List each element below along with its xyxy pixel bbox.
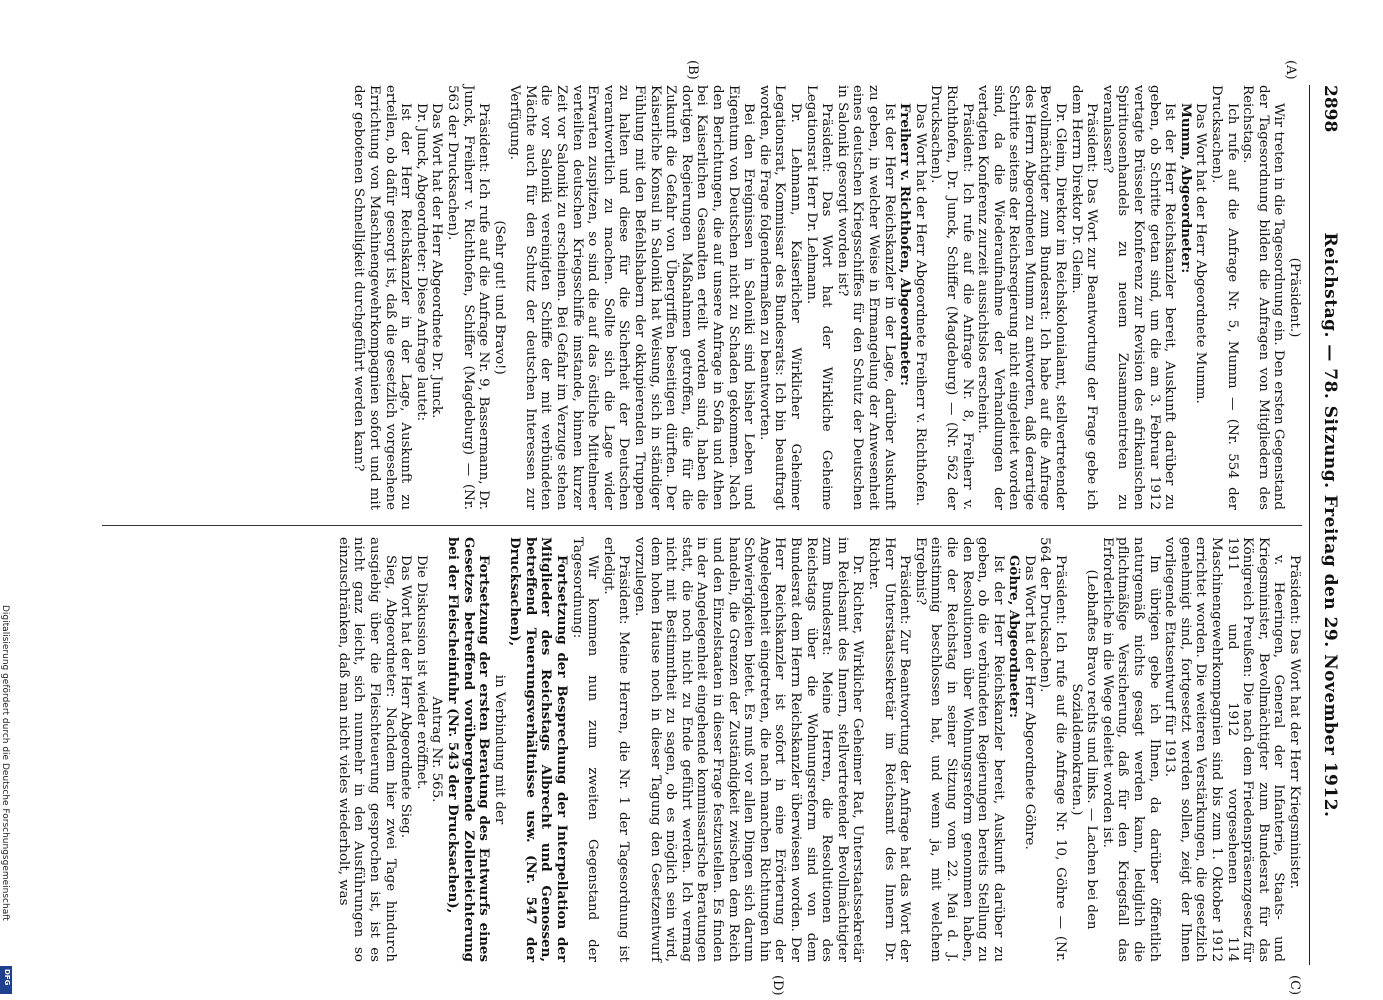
paragraph: Präsident: Meine Herren, die Nr. 1 der Tagesordnung ist erledigt. (600, 537, 632, 962)
paragraph: Das Wort hat der Herr Abgeordnete Mumm. (1193, 103, 1209, 404)
paragraph: Ich rufe auf die Anfrage Nr. 5, Mumm — (Nr. 554 der Drucksachen). (1209, 85, 1240, 510)
margin-marker-a: (A) (1283, 60, 1298, 80)
paragraph: Das Wort hat der Herr Abgeordnete Sieg. (398, 555, 414, 838)
header-rule (1309, 85, 1310, 965)
paragraph: Präsident: Ich rufe auf die Anfrage Nr. 8, Freiherr v. Richthofen, Dr. Junck, Schiffer (Magdeburg) — (Nr. 562 der Drucksachen). (928, 85, 975, 510)
paragraph: Im übrigen gebe ich Ihnen, da darüber öffentlich naturgemäß nichts gesagt werden kann, lediglich die pflichtmäßige Versicherung, daß für den Kriegsfall das Erforderliche in die Wege geleitet worden ist. (1099, 537, 1162, 962)
paragraph: in Verbindung mit der (491, 674, 507, 825)
interjection: (Lebhaftes Bravo rechts und links. — Lachen bei den Sozialdemokraten.) (1068, 569, 1100, 930)
paragraph: Das Wort hat der Herr Abgeordnete Göhre. (1021, 555, 1037, 850)
dfg-logo-icon (0, 966, 12, 994)
paragraph: v. Heeringen, General der Infanterie, Staats- und Kriegsminister, Bevollmächtigter zum Bundesrat für das Königreich Preußen: Die nach dem Friedenspräsenzgesetz für 1911 und 1912 vorgesehenen 114 Maschinengewehrkompagnien sind bis zum 1. Oktober 1912 errichtet worden. Die weiteren Verstärkungen, die gesetzlich genehmigt sind, fortgesetzt werden sollen, zeigt der Ihnen vorliegende Etatsentwurf für 1913. (1162, 537, 1287, 962)
paragraph: Ist der Herr Reichskanzler bereit, Auskunft darüber zu geben, ob Schritte getan sind, um die am 3. Februar 1912 vertagte Brüsseler Konferenz zur Revision des afrikanischen Spirituosenhandels zu neuem Zusammentreten zu veranlassen? (1099, 85, 1178, 510)
agenda-item: Fortsetzung der ersten Beratung des Entwurfs eines Gesetzes betreffend vorübergehende Zollerleichterung bei der Fleischeinfuhr (Nr. 543 der Drucksachen), (444, 537, 493, 962)
paragraph: Präsident: Zur Beantwortung der Anfrage hat das Wort der Herr Unterstaatssekretär im Reichsamt des Innern Dr. Richter. (865, 537, 913, 962)
speaker-line: Mumm, Abgeordneter: (1177, 103, 1194, 274)
left-column (351, 85, 1302, 510)
paragraph: Ist der Herr Reichskanzler bereit, Auskunft darüber zu geben, ob die verbündeten Regierungen bereits Stellung zu den Resolutionen über Wohnungsreform genommen haben, die der Reichstag in seiner Sitzung vom 22. Mai d. J. einstimmig beschlossen hat, und wenn ja, mit welchem Ergebnis? (912, 537, 1006, 962)
paragraph: Das Wort hat der Herr Abgeordnete Dr. Junck. (429, 103, 445, 419)
paragraph: Ist der Herr Reichskanzler in der Lage, Auskunft zu erteilen, ob dafür gesorgt ist, daß die gesetzlich vorgesehene Errichtung von Maschinengewehrkompagnien sofort und mit der gebotenen Schnelligkeit durchgeführt werden kann? (351, 85, 414, 510)
paragraph: Wir kommen nun zum zweiten Gegenstand der Tagesordnung: (569, 537, 601, 962)
paragraph: Bei den Ereignissen in Saloniki sind bisher Leben und Eigentum von Deutschen nicht zu Schaden gekommen. Nach den Berichtungen, die auf unsere Anfrage in Sofia und Athen bei Kaiserlichen Gesandten erteilt worden sind, haben die dortigen Regierungen Maßnahmen getroffen, die für die Zukunft die Gefahr von Übergriffen beseitigen dürften. Der Kaiserliche Konsul in Saloniki hat Weisung, sich in ständiger Fühlung mit den Befehlshabern der okkupierenden Truppen zu halten und diese für die Sicherheit der Deutschen verantwortlich zu machen. Sollte sich die Lage wider Erwarten zuspitzen, so sind die auf das östliche Mittelmeer verteilten deutschen Kriegsschiffe imstande, binnen kurzer Zeit vor Saloniki zu erscheinen. Bei Gefahr im Verzuge stehen die vor Saloniki vereinigten Schiffe der mit verbündeten Mächte auch für den Schutz der deutschen Interessen zur Verfügung. (507, 85, 757, 510)
credit-text: Digitalisierung gefördert durch die Deutsche Forschungsgemeinschaft (0, 605, 10, 921)
paragraph: Präsident: Ich rufe auf die Anfrage Nr. 9, Bassermann, Dr. Junck, Freiherr v. Richthofen, Schiffer (Magdeburg) — (Nr. 563 der Drucksachen). (444, 85, 492, 510)
speaker-line: Freiherr v. Richthofen, Abgeordneter: (897, 103, 914, 386)
paragraph: Die Diskussion ist wieder eröffnet. (413, 555, 429, 790)
paragraph: Wir treten in die Tagesordnung ein. Den ersten Gegenstand der Tagesordnung bilden die Anfragen von Mitgliedern des Reichstags. (1240, 85, 1287, 510)
interjection: (Sehr gut! und Bravo!) (491, 220, 507, 375)
paragraph: Präsident: Das Wort hat der Wirkliche Geheime Legationsrat Herr Dr. Lehmann. (803, 85, 835, 510)
margin-marker-c: (C) (1287, 975, 1302, 996)
paragraph: Ist der Herr Reichskanzler in der Lage, darüber Auskunft zu geben, in welcher Weise in Ermangelung der Anwesenheit eines deutschen Kriegsschiffes für den Schutz der Deutschen in Saloniki gesorgt worden ist? (834, 85, 897, 510)
paragraph: Präsident: Das Wort hat der Herr Kriegsminister. (1287, 555, 1302, 889)
right-column (335, 537, 1302, 962)
margin-marker-d: (D) (770, 975, 785, 996)
margin-marker-b: (B) (685, 60, 700, 80)
paragraph: Präsident: Ich rufe auf die Anfrage Nr. 10, Göhre — (Nr. 564 der Drucksachen). (1037, 537, 1069, 962)
page-title: Reichstag. — 78. Sitzung. Freitag den 29. November 1912. (1320, 232, 1340, 818)
paragraph: Präsident: Das Wort zur Beantwortung der Frage gebe ich dem Herrn Direktor Dr. Gleim. (1068, 85, 1100, 510)
digitization-credit (0, 605, 10, 1000)
paragraph: Dr. Junck, Abgeordneter: Diese Anfrage lautet: (413, 103, 429, 422)
speaker-line: Göhre, Abgeordneter: (1006, 555, 1023, 718)
paragraph: Sieg, Abgeordneter: Nachdem hier zwei Tage hindurch ausgiebig über die Fleischteuerung gesprochen ist, ist es nicht ganz leicht, sich nunmehr in den Ausführungen so einzuschränken, daß man nicht vieles wiederholt, was (335, 537, 398, 962)
paragraph: (Präsident.) (1287, 257, 1302, 338)
column-divider (102, 525, 1302, 526)
paragraph: Dr. Richter, Wirklicher Geheimer Rat, Unterstaatssekretär im Reichsamt des Innern, stellvertretender Bevollmächtigter zum Bundesrat: Meine Herren, die Resolutionen des Reichstags über die Wohnungsreform sind von dem Bundesrat dem Herrn Reichskanzler überwiesen worden. Der Herr Reichskanzler ist sofort in eine Erörterung der Angelegenheit eingetreten, die nach manchen Richtungen hin Schwierigkeiten bietet. Es muß vor allen Dingen sich darum handeln, die Grenzen der Zuständigkeit zwischen dem Reich und den Einzelstaaten in dieser Frage festzustellen. Es finden in der Angelegenheit eingehende kommissarische Beratungen statt, die noch nicht zu Ende geführt werden. Ich vermag nicht mit Bestimmtheit zu sagen, ob es möglich sein wird, dem hohen Hause noch in dieser Tagung den Gesetzentwurf vorzulegen. (632, 537, 866, 962)
page-header (1312, 85, 1340, 965)
paragraph: Das Wort hat der Herr Abgeordnete Freiherr v. Richthofen. (912, 103, 928, 507)
paragraph: Dr. Lehmann, Kaiserlicher Wirklicher Geheimer Legationsrat, Kommissar des Bundesrats: Ich bin beauftragt worden, die Frage folgendermaßen zu beantworten. (756, 85, 803, 510)
page-number: 2898 (1320, 85, 1340, 133)
paragraph: Antrag Nr. 565. (429, 696, 445, 803)
agenda-item: Fortsetzung der Besprechung der Interpellation der Mitglieder des Reichstags Albrecht und Genossen, betreffend Teuerungsverhältnisse usw. (Nr. 547 der Drucksachen), (507, 537, 571, 962)
paragraph: Dr. Gleim, Direktor im Reichskolonialamt, stellvertretender Bevollmächtigter zum Bundesrat: Ich habe auf die Anfrage des Herrn Abgeordneten Mumm zu antworten, daß derartige Schritte seitens der Reichsregierung nicht eingeleitet worden sind, da die Wiederaufnahme der Verhandlungen der vertagten Konferenz zurzeit aussichtslos erscheint. (975, 85, 1069, 510)
logo-text: DFG (3, 969, 11, 986)
